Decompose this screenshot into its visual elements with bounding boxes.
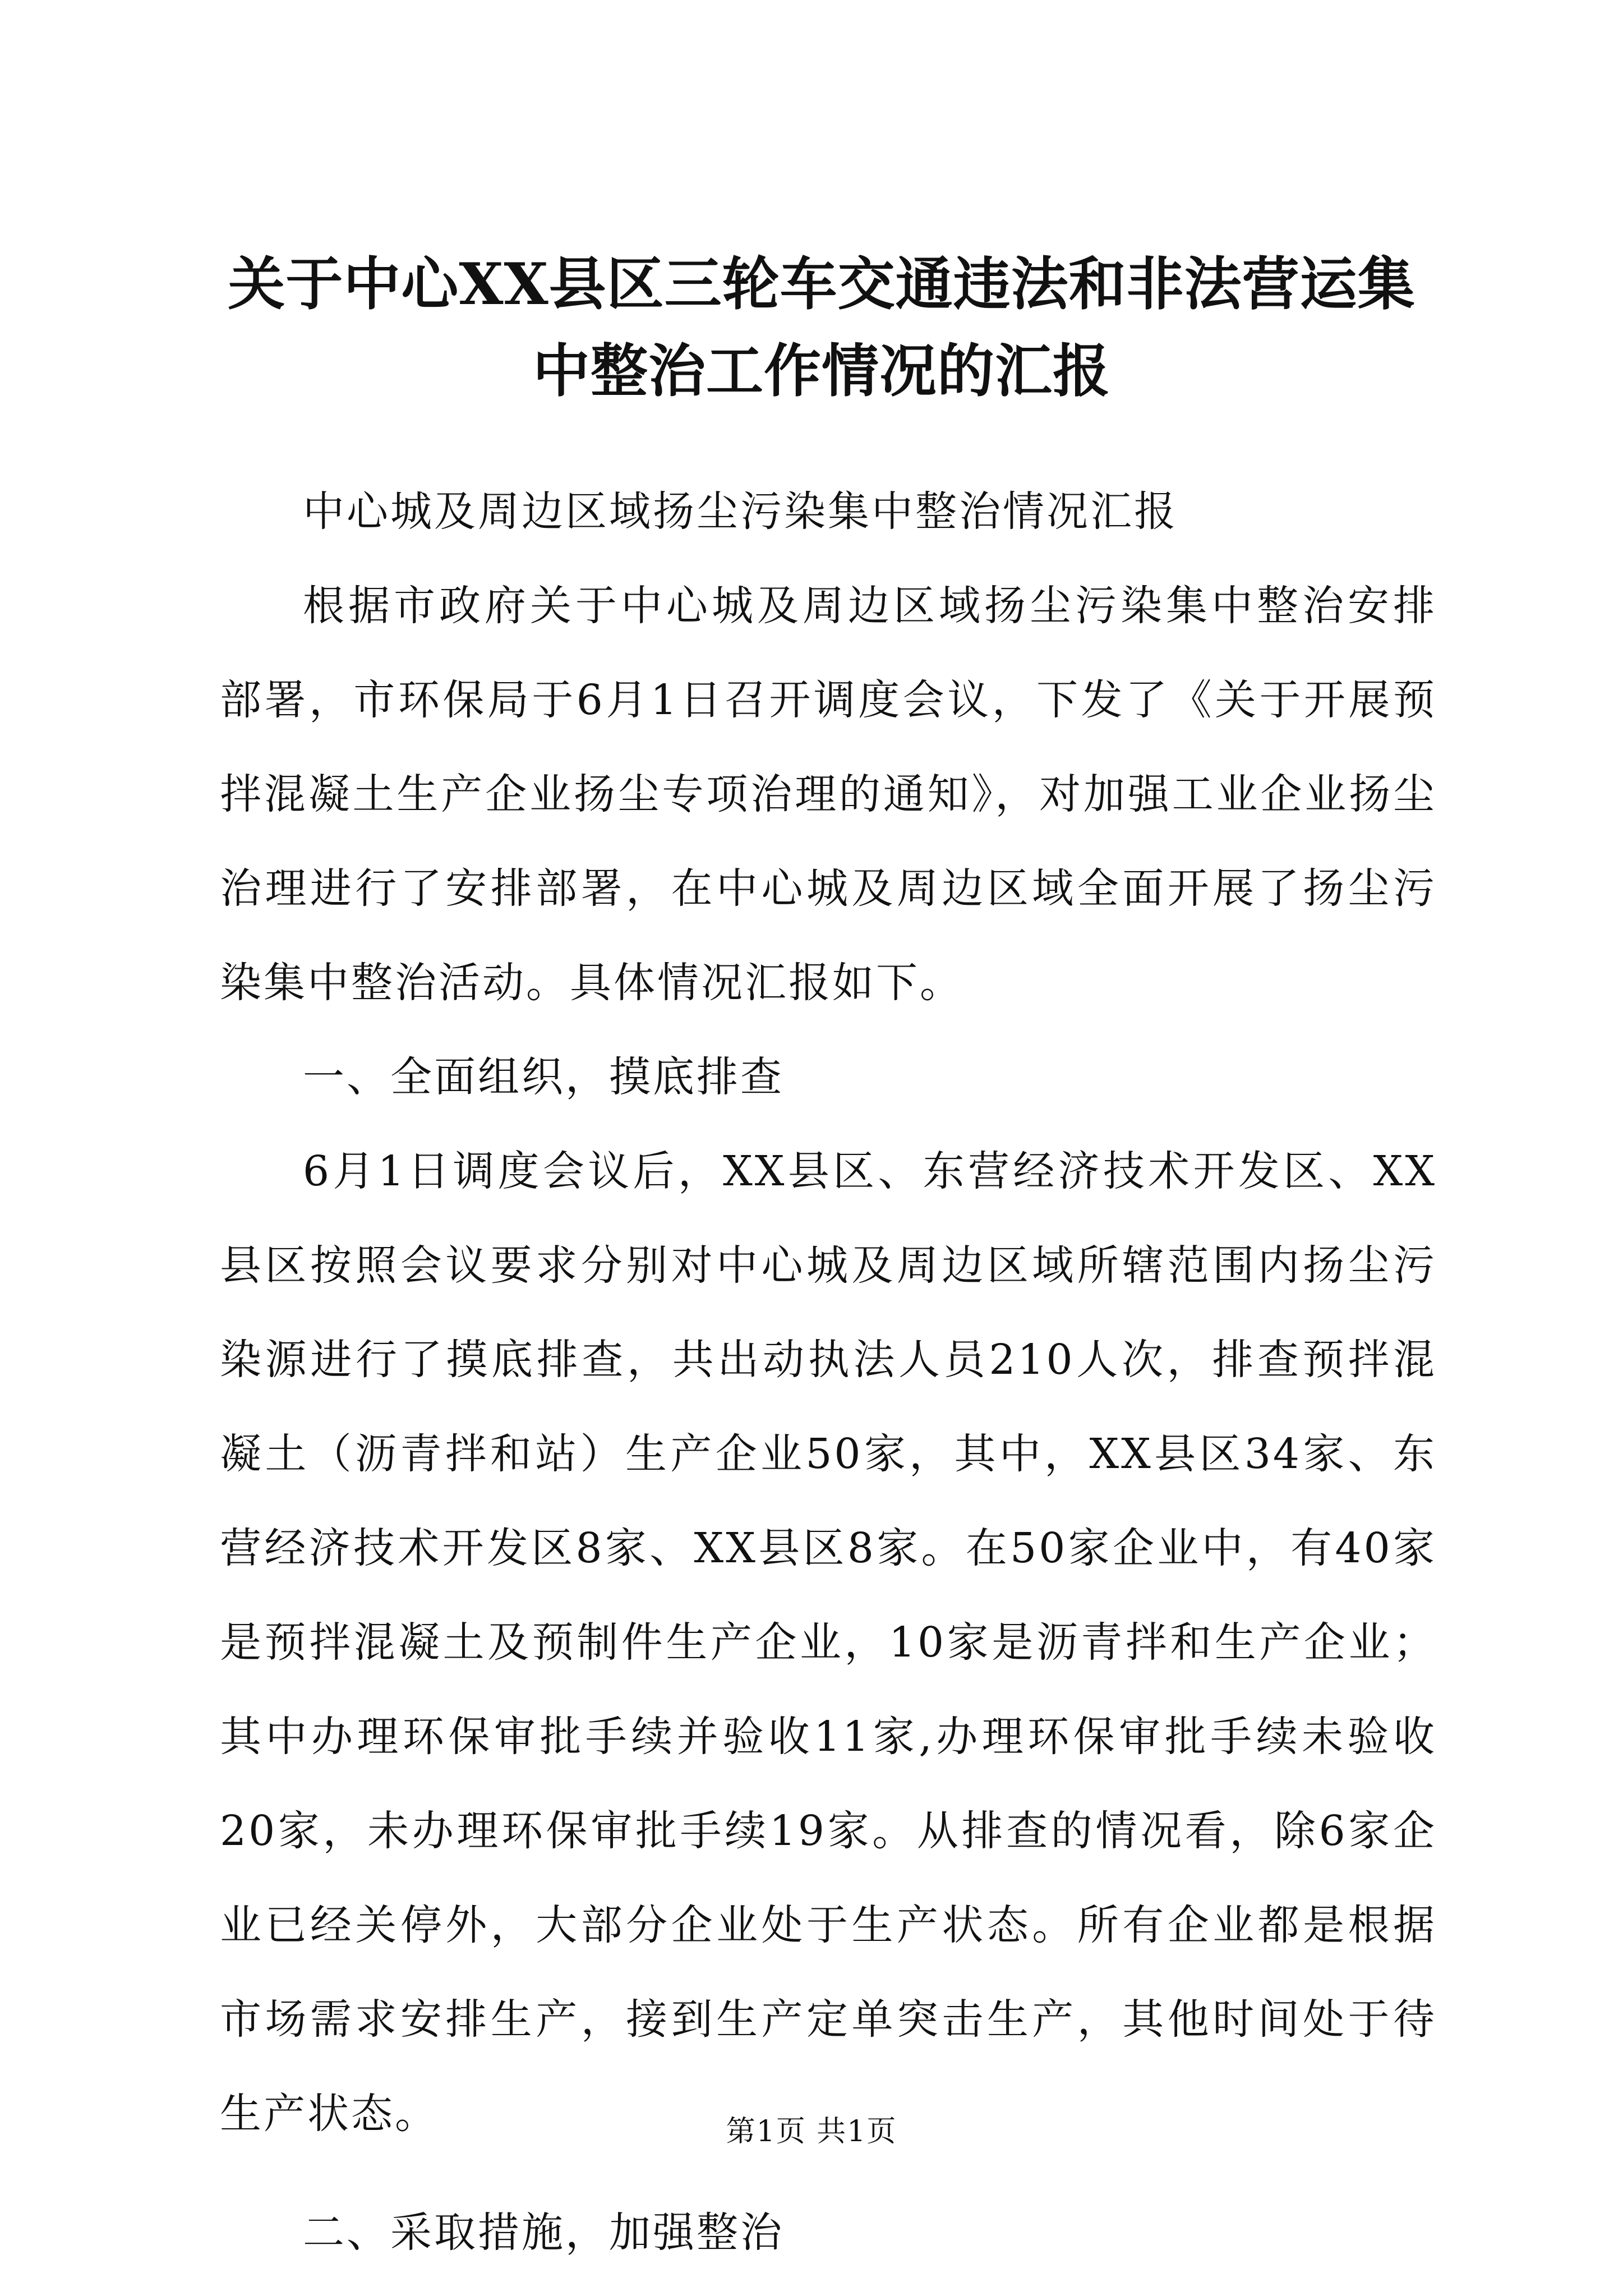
intro-paragraph: 根据市政府关于中心城及周边区域扬尘污染集中整治安排部署，市环保局于6月1日召开调度会议，下发了《关于开展预拌混凝土生产企业扬尘专项治理的通知》，对加强工业企业扬尘治理进行了安排部署，在中心城及周边区域全面开展了扬尘污染集中整治活动。具体情况汇报如下。 xyxy=(220,582,1437,1007)
section-1-paragraph: 6月1日调度会议后，XX县区、东营经济技术开发区、XX县区按照会议要求分别对中心城及周边区域所辖范围内扬尘污染源进行了摸底排查，共出动执法人员210人次，排查预拌混凝土（沥青拌和站）生产企业50家，其中，XX县区34家、东营经济技术开发区8家、XX县区8家。在50家企业中，有40家是预拌混凝土及预制件生产企业，10家是沥青拌和生产企业；其中办理环保审批手续并验收11家,办理环保审批手续未验收20家，未办理环保审批手续19家。从排查的情况看，除6家企业已经关停外，大部分企业处于生产状态。所有企业都是根据市场需求安排生产，接到生产定单突击生产，其他时间处于待生产状态。 xyxy=(220,1147,1437,2138)
document-title: 关于中心XX县区三轮车交通违法和非法营运集中整治工作情况的汇报 xyxy=(228,251,1415,405)
section-heading-2: 二、采取措施，加强整治 xyxy=(303,2208,784,2257)
document-body xyxy=(220,464,1437,2280)
page-footer: 第1页 共1页 xyxy=(726,2115,897,2148)
spacer xyxy=(220,2161,1437,2185)
subtitle-paragraph: 中心城及周边区域扬尘污染集中整治情况汇报 xyxy=(303,487,1178,536)
section-heading-1: 一、全面组织，摸底排查 xyxy=(303,1053,784,1101)
